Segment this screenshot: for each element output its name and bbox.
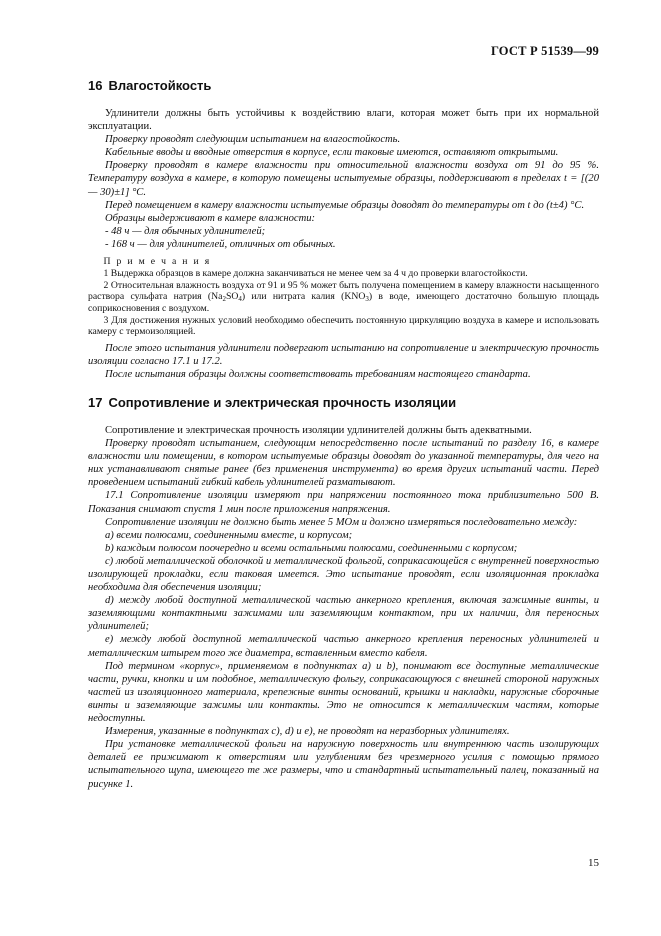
notes-title: П р и м е ч а н и я [103, 256, 211, 268]
s17-paragraph-1: Сопротивление и электрическая прочность изоляции удлинителей должны быть адекватными. [104, 424, 532, 436]
s17-item-b: b) каждым полюсом поочередно и всеми остальными полюсами, соединенными с корпусом; [104, 542, 518, 554]
s17-paragraph-7: При установке металлической фольги на наружную поверхность или внутреннюю часть изолирующих деталей ее прижимают к отверстиям или углублениям без чрезмерного усилия с помощью прямого испытательного щупа, имеющего те же размеры, что и стандартный испытательный палец, показанный на рисунке 1. [88, 739, 599, 790]
page-content [88, 78, 599, 791]
s17-paragraph-5: Под термином «корпус», применяемом в подпунктах a) и b), понимают все доступные металлические части, ручки, кнопки и им подобное, металлическую фольгу, соприкасающуюся с внешней стороной наружных частей из изоляционного материала, крепежные винты оснований, крышки и накладки, наружные сборочные винты и заземляющие зажимы или контакты. Это не относится к металлическим частям, которые недоступны. [88, 660, 599, 725]
s16-paragraph-2: Проверку проводят следующим испытанием на влагостойкость. [104, 134, 401, 146]
s16-paragraph-3: Кабельные вводы и вводные отверстия в корпусе, если таковые имеются, оставляют открытыми. [104, 147, 559, 159]
document-header-title: ГОСТ Р 51539—99 [490, 44, 599, 58]
s17-paragraph-4: Сопротивление изоляции не должно быть менее 5 МОм и должно измеряться последовательно между: [104, 516, 578, 528]
section-16-title: Влагостойкость [108, 78, 212, 93]
note-3: 3 Для достижения нужных условий необходимо обеспечить постоянную циркуляцию воздуха в камере и использовать камеру с термоизоляцией. [88, 314, 599, 338]
s16-paragraph-1: Удлинители должны быть устойчивы к воздействию влаги, которая может быть при их нормальной эксплуатации. [88, 108, 599, 133]
s17-paragraph-6: Измерения, указанные в подпунктах c), d) и e), не проводят на неразборных удлинителях. [104, 726, 510, 738]
section-17-title: Сопротивление и электрическая прочность изоляции [108, 394, 457, 410]
section-16-number: 16 [88, 78, 103, 93]
note-1: 1 Выдержка образцов в камере должна заканчиваться не менее чем за 4 ч до проверки влагостойкости. [103, 268, 528, 280]
s17-item-c: c) любой металлической оболочкой и металлической фольгой, соприкасающейся с внутренней поверхностью изолирующей прокладки, если таковая имеется. Это испытание проводят, если изоляционная прокладка необходима для обеспечения изоляции; [88, 555, 599, 594]
s16-list-item-1: - 48 ч — для обычных удлинителей; [104, 225, 266, 237]
page-number: 15 [588, 857, 599, 869]
s17-item-e: e) между любой доступной металлической частью анкерного крепления переносных удлинителей и металлическим штырем того же диаметра, вставленным вместо кабеля. [88, 634, 599, 659]
section-17-number: 17 [88, 394, 103, 410]
s16-paragraph-7: После этого испытания удлинители подвергают испытанию на сопротивление и электрическую прочность изоляции согласно 17.1 и 17.2. [88, 342, 599, 367]
s16-paragraph-6: Образцы выдерживают в камере влажности: [104, 212, 316, 224]
s16-paragraph-8: После испытания образцы должны соответствовать требованиям настоящего стандарта. [104, 368, 531, 380]
s16-list-item-2: - 168 ч — для удлинителей, отличных от обычных. [104, 238, 336, 250]
section-17-heading [88, 395, 599, 411]
note-2: 2 Относительная влажность воздуха от 91 и 95 % может быть получена помещением в камеру влажности насыщенного раствора сульфата натрия $(Na_2SO_4)$ или нитрата калия $(KNO_3)$ в воде, имеющего достаточно большую площадь соприкосновения с воздухом. [88, 279, 599, 314]
s17-paragraph-3: 17.1 Сопротивление изоляции измеряют при напряжении постоянного тока приблизительно 500 В. Показания снимают спустя 1 мин после приложения напряжения. [88, 490, 599, 515]
s17-paragraph-2: Проверку проводят испытанием, следующим непосредственно после испытаний по разделу 16, в камере влажности или помещении, в котором испытуемые образцы доводят до указанной температуры, для чего на них устанавливают снятые ранее (без применения инструмента) во время других испытаний части. Перед проведением испытаний гибкий кабель удлинителей разматывают. [88, 438, 599, 489]
section-16-heading [88, 78, 599, 94]
s17-item-a: a) всеми полюсами, соединенными вместе, и корпусом; [104, 529, 353, 541]
s16-paragraph-4: Проверку проводят в камере влажности при относительной влажности воздуха от 91 до 95 %. Температуру воздуха в камере, в которую помещены испытуемые образцы, поддерживают в пределах t = [(20 — 30)±1] °С. [88, 160, 599, 198]
s17-item-d: d) между любой доступной металлической частью анкерного крепления, включая зажимные винты, и заземляющими контактными зажимами или заземляющим контактом, при их наличии, для переносных удлинителей; [88, 595, 599, 633]
s16-paragraph-5: Перед помещением в камеру влажности испытуемые образцы доводят до температуры от t до (t±4) °С. [104, 199, 585, 211]
